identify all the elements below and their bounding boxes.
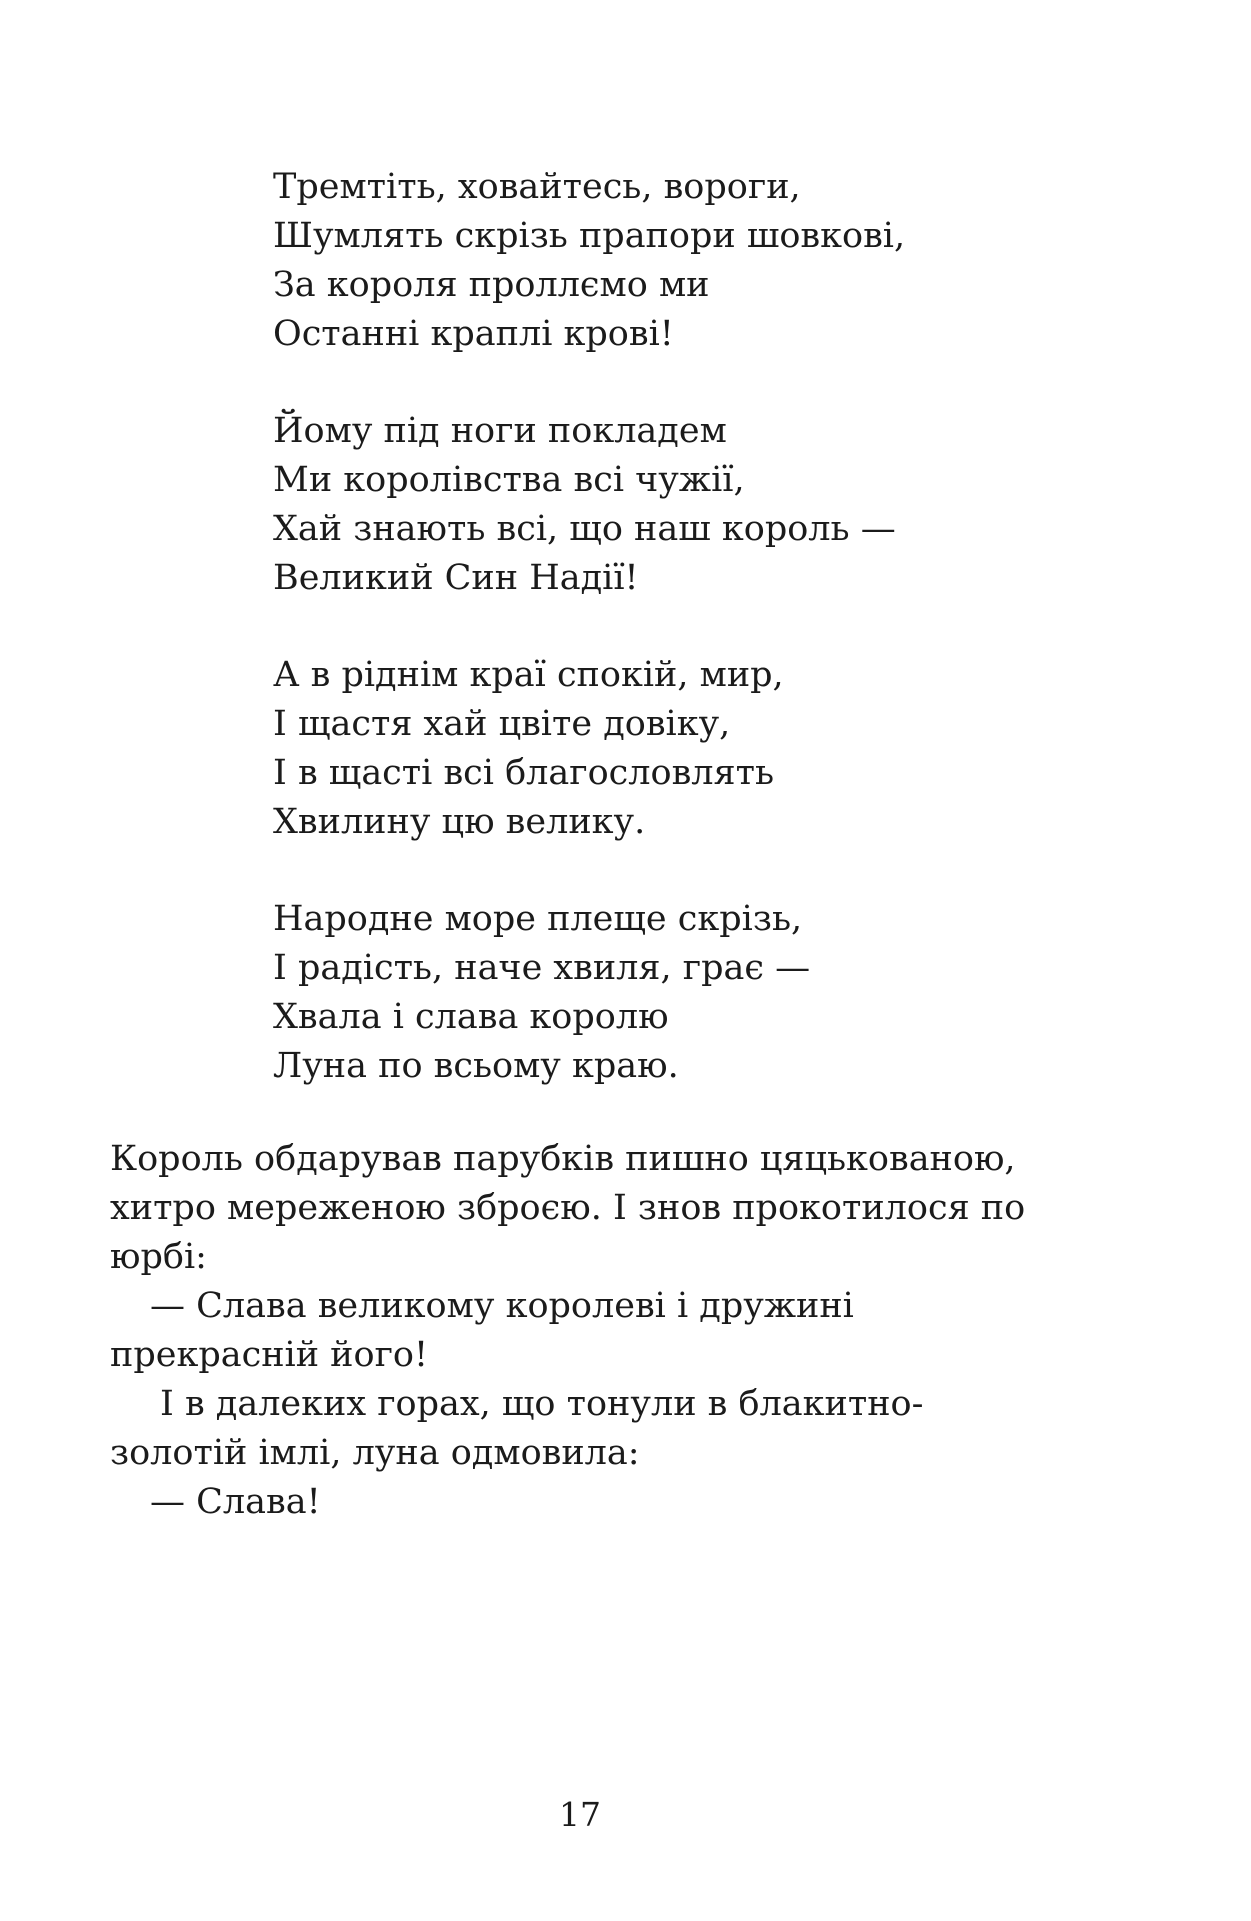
verse-line: Шумлять скрізь прапори шовкові, — [273, 216, 906, 256]
prose-paragraph: І в далеких горах, що тонули в блакитно-золотій імлі, луна одмовила: — [110, 1384, 924, 1473]
verse-line: І в щасті всі благословлять — [273, 753, 775, 793]
verse-line: Народне море плеще скрізь, — [273, 899, 803, 939]
dialogue-line: — Слава великому королеві і дружині прекрасній його! — [110, 1286, 854, 1375]
verse-line: Йому під ноги покладем — [273, 411, 727, 451]
verse-line: За короля проллємо ми — [273, 265, 710, 305]
verse-line: Великий Син Надії! — [273, 558, 639, 598]
verse-line: А в ріднім краї спокій, мир, — [273, 655, 784, 695]
prose-paragraph: Король обдарував парубків пишно цяцькованою, хитро мереженою зброєю. І знов прокотилося по юрбі: — [110, 1139, 1026, 1277]
poem-stanza-4 — [273, 895, 1053, 1091]
verse-line: Тремтіть, ховайтесь, вороги, — [273, 167, 801, 207]
poem-stanza-3 — [273, 651, 1053, 847]
verse-line: Хвала і слава королю — [273, 997, 669, 1037]
verse-line: І радість, наче хвиля, грає — — [273, 948, 811, 988]
verse-line: І щастя хай цвіте довіку, — [273, 704, 731, 744]
verse-line: Ми королівства всі чужії, — [273, 460, 745, 500]
poem — [273, 163, 1053, 1139]
dialogue-line: — Слава! — [150, 1482, 321, 1522]
verse-line: Останні краплі крові! — [273, 314, 674, 354]
prose-text — [110, 1135, 1060, 1527]
poem-stanza-1 — [273, 163, 1053, 359]
verse-line: Хвилину цю велику. — [273, 802, 646, 842]
page-number: 17 — [559, 1795, 601, 1834]
poem-stanza-2 — [273, 407, 1053, 603]
verse-line: Хай знають всі, що наш король — — [273, 509, 896, 549]
verse-line: Луна по всьому краю. — [273, 1046, 679, 1086]
